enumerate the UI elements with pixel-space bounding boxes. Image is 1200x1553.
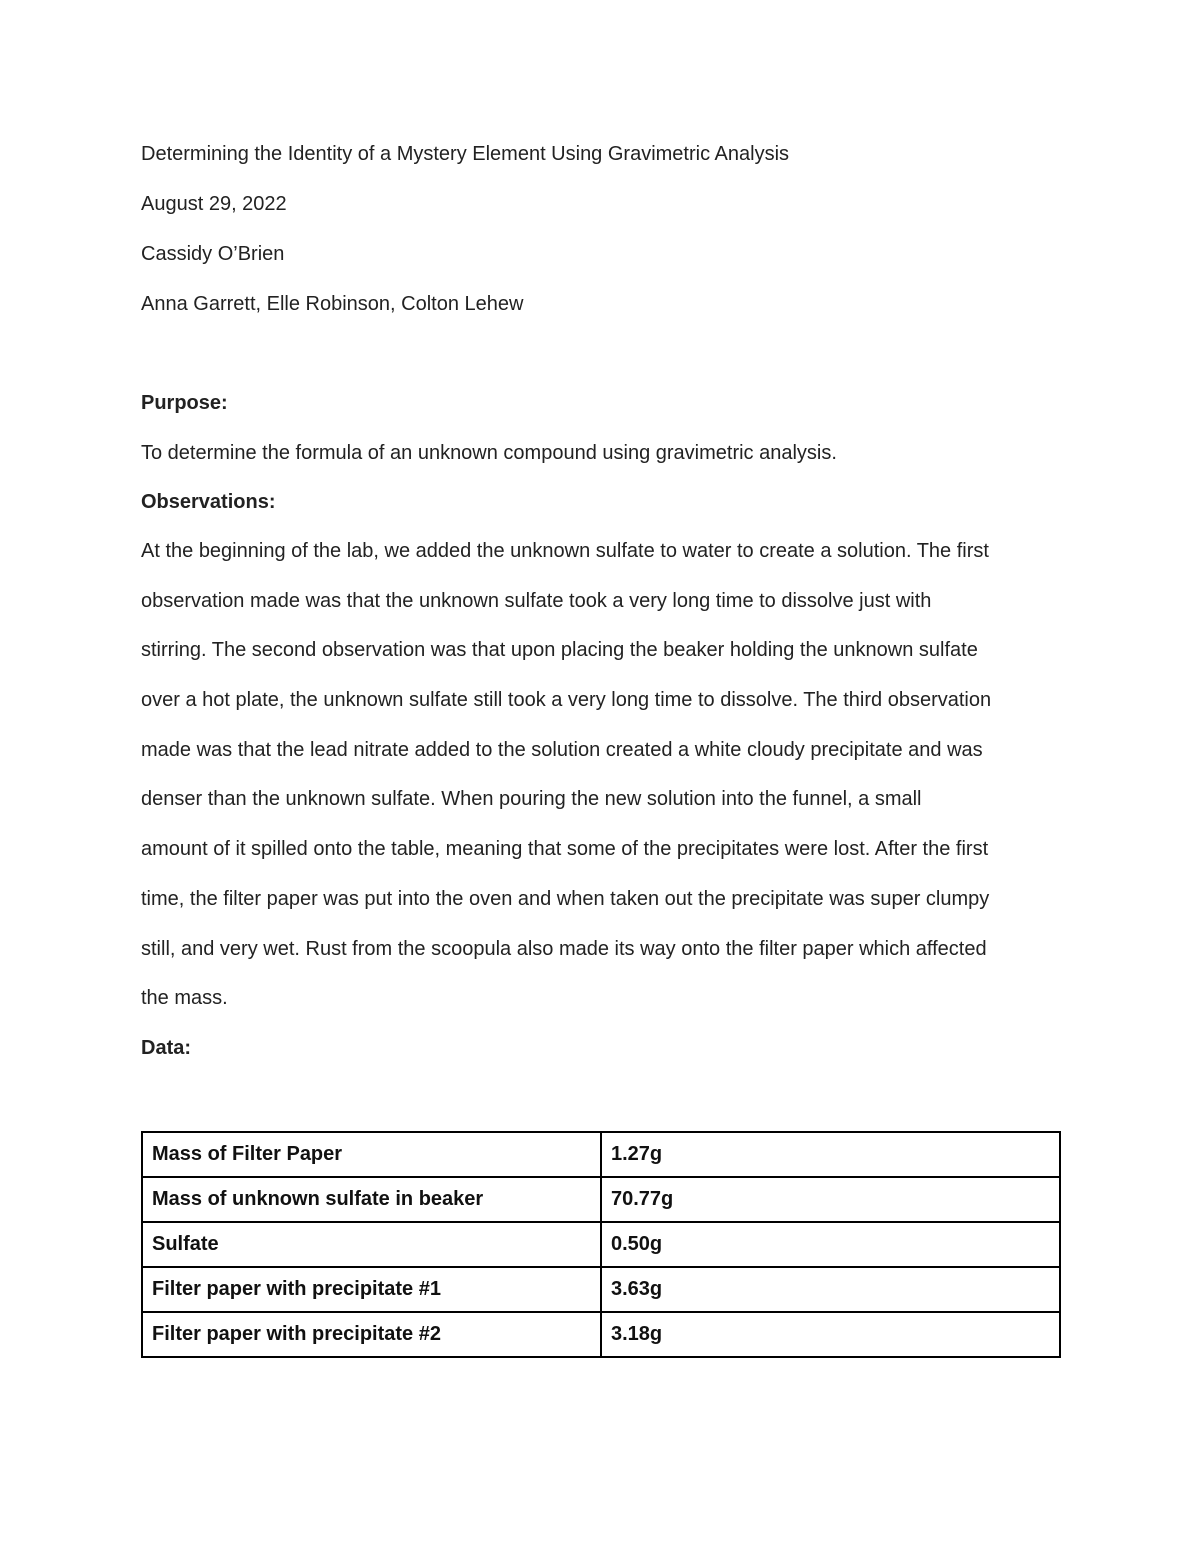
document-title: Determining the Identity of a Mystery Element Using Gravimetric Analysis — [141, 143, 790, 165]
table-row — [142, 1267, 1060, 1312]
data-heading: Data: — [141, 1037, 192, 1059]
document-date: August 29, 2022 — [141, 193, 287, 215]
data-table — [141, 1131, 1061, 1358]
table-row — [142, 1312, 1060, 1357]
row-value: 0.50g — [601, 1222, 1060, 1267]
table-row — [142, 1132, 1060, 1177]
observations-line: time, the filter paper was put into the oven and when taken out the precipitate was super clumpy — [141, 887, 990, 910]
lab-partners: Anna Garrett, Elle Robinson, Colton Lehew — [141, 293, 524, 315]
observations-line: denser than the unknown sulfate. When pouring the new solution into the funnel, a small — [141, 788, 922, 811]
observations-paragraph — [141, 536, 1071, 1033]
row-label: Filter paper with precipitate #2 — [142, 1312, 601, 1357]
author-name: Cassidy O’Brien — [141, 243, 285, 265]
table-row — [142, 1177, 1060, 1222]
observations-line: the mass. — [141, 987, 228, 1010]
observations-line: At the beginning of the lab, we added the unknown sulfate to water to create a solution. The first — [141, 540, 989, 562]
row-value: 70.77g — [601, 1177, 1060, 1222]
observations-line: amount of it spilled onto the table, meaning that some of the precipitates were lost. After the first — [141, 838, 989, 861]
row-label: Filter paper with precipitate #1 — [142, 1267, 601, 1312]
observations-line: observation made was that the unknown sulfate took a very long time to dissolve just with — [141, 589, 932, 612]
row-label: Sulfate — [142, 1222, 601, 1267]
observations-line: stirring. The second observation was that upon placing the beaker holding the unknown sulfate — [141, 639, 978, 662]
purpose-heading: Purpose: — [141, 392, 228, 414]
row-value: 1.27g — [601, 1132, 1060, 1177]
observations-line: still, and very wet. Rust from the scoopula also made its way onto the filter paper which affected — [141, 937, 987, 960]
observations-heading: Observations: — [141, 491, 276, 513]
row-value: 3.18g — [601, 1312, 1060, 1357]
purpose-text: To determine the formula of an unknown compound using gravimetric analysis. — [141, 442, 837, 464]
observations-line: made was that the lead nitrate added to the solution created a white cloudy precipitate and was — [141, 738, 983, 761]
table-row — [142, 1222, 1060, 1267]
row-label: Mass of unknown sulfate in beaker — [142, 1177, 601, 1222]
row-label: Mass of Filter Paper — [142, 1132, 601, 1177]
row-value: 3.63g — [601, 1267, 1060, 1312]
observations-line: over a hot plate, the unknown sulfate still took a very long time to dissolve. The third observation — [141, 689, 992, 712]
